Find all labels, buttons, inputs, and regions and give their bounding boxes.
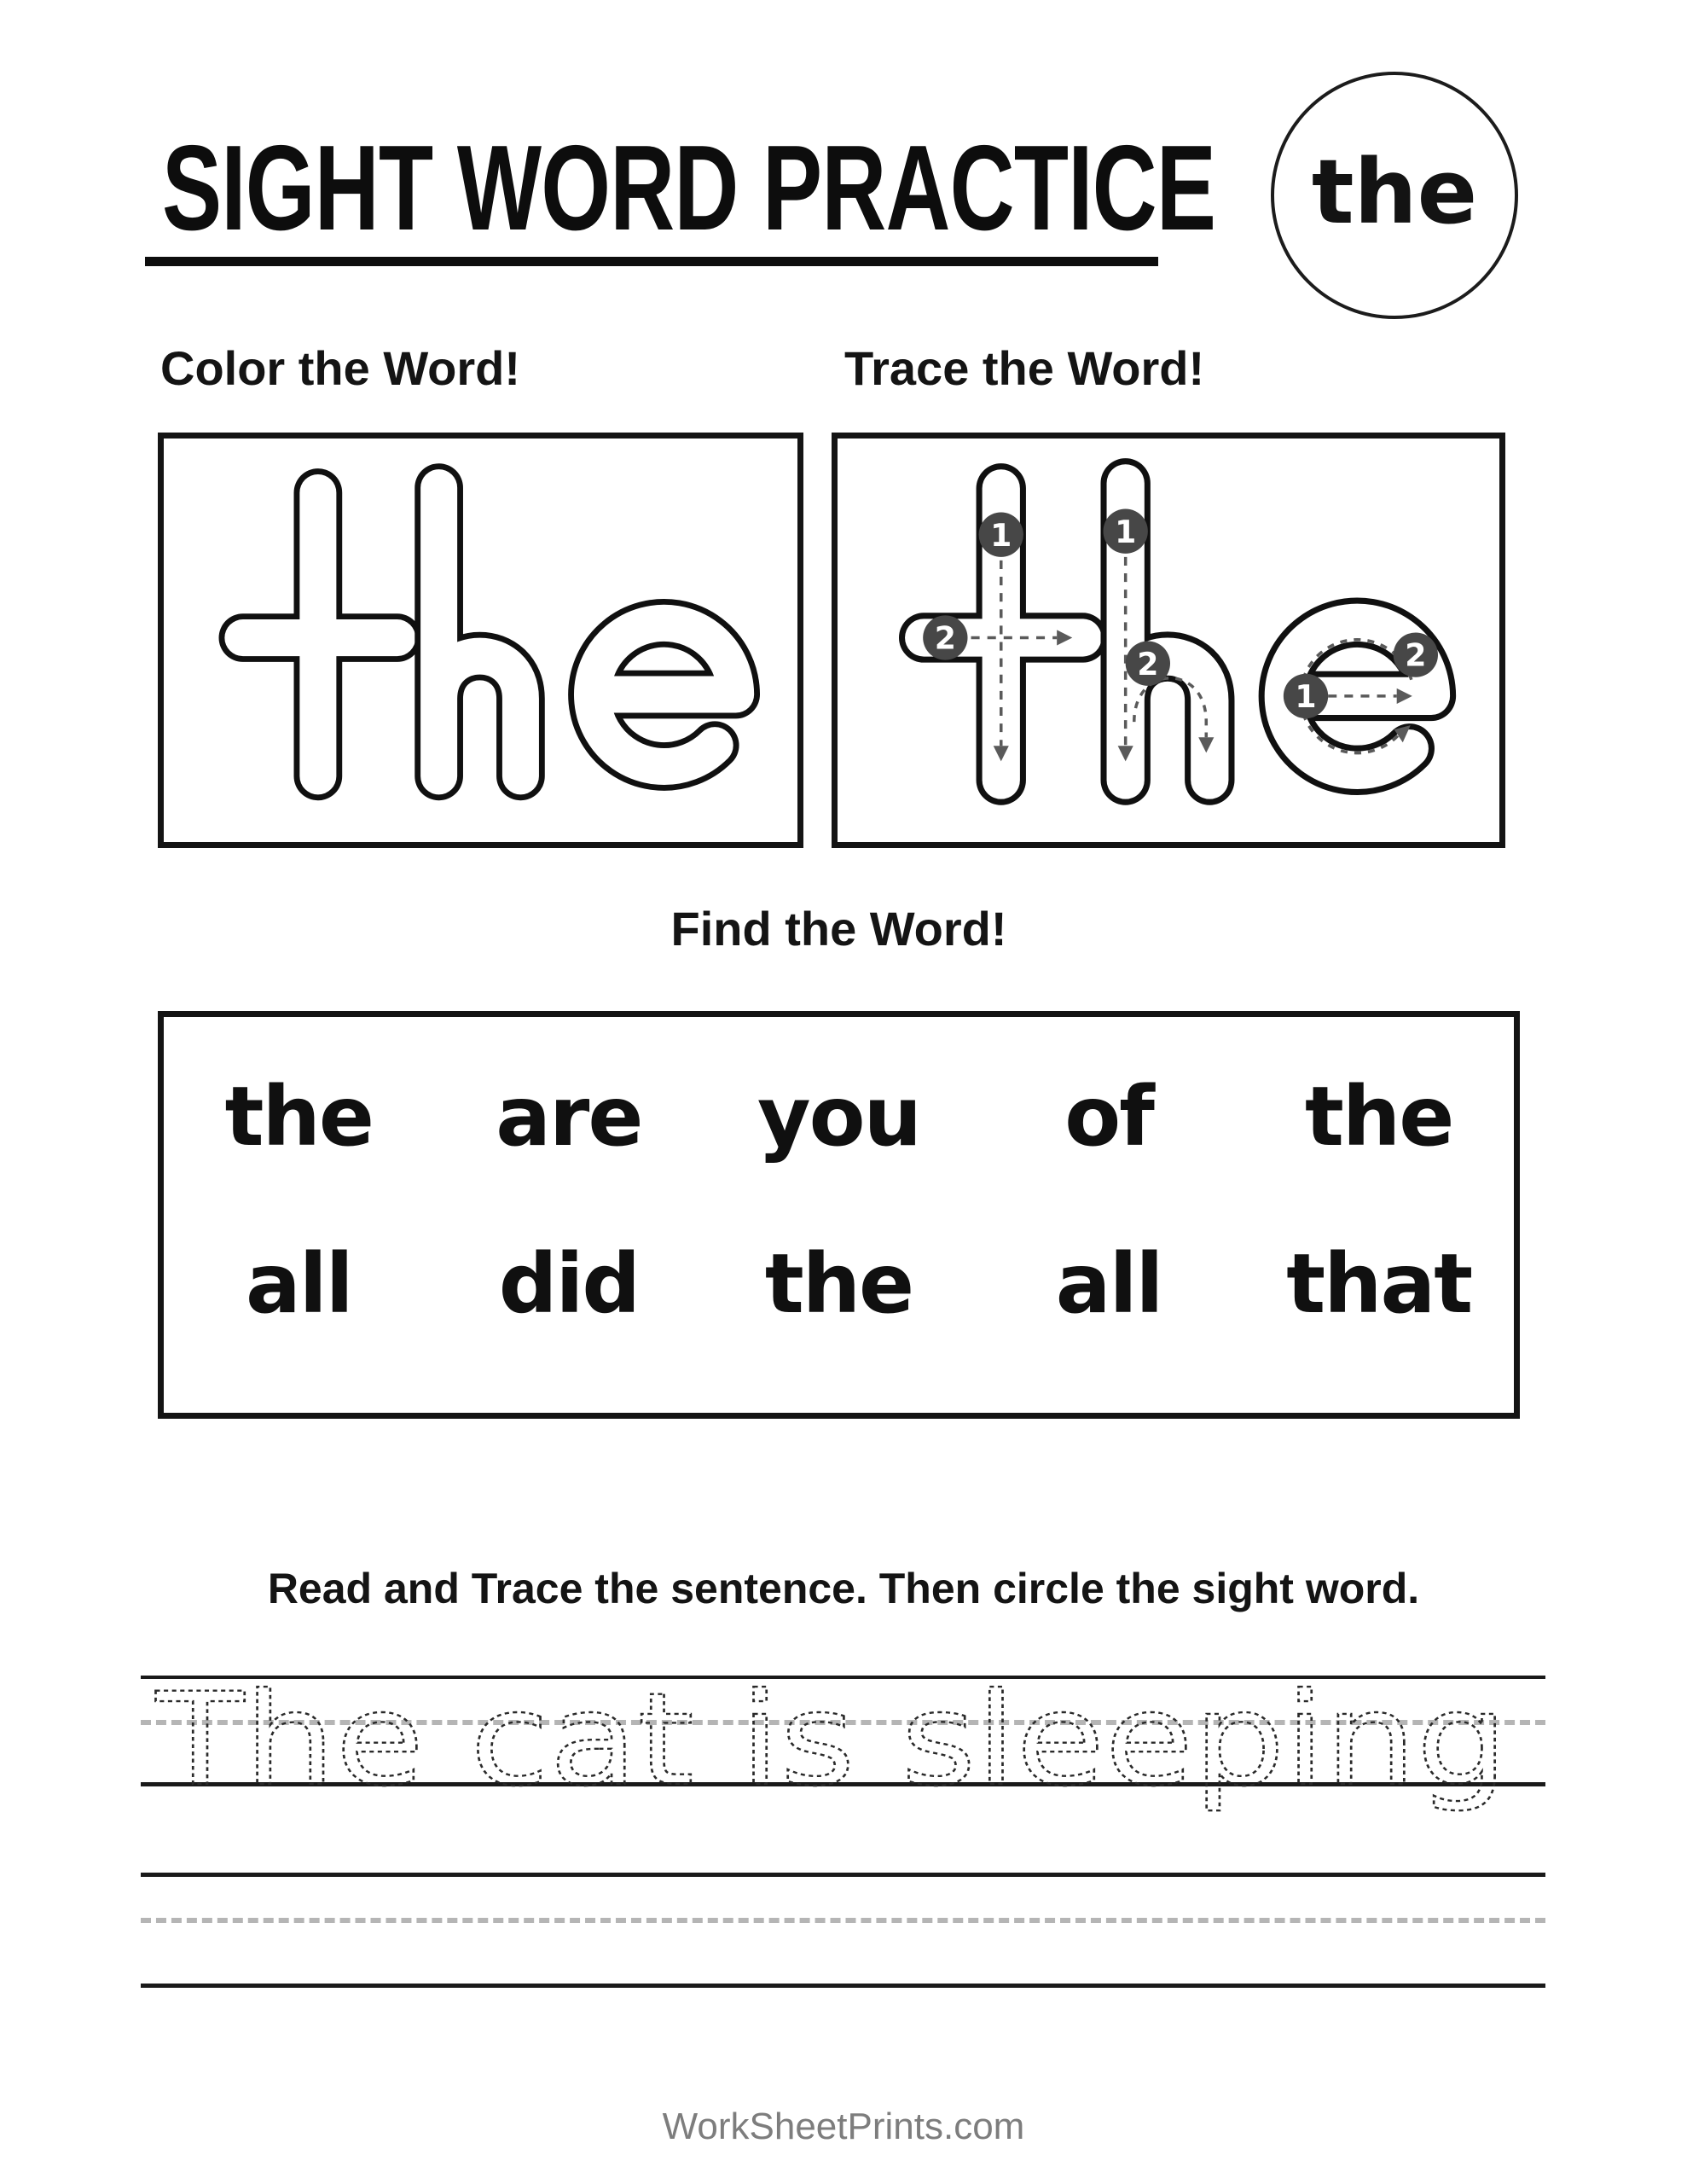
writing-line-bottom — [141, 1984, 1545, 1988]
find-word-cell: are — [496, 1069, 642, 1165]
bubble-letter-e — [593, 623, 736, 766]
find-word-row — [164, 1220, 1514, 1348]
stroke-number: 1 — [990, 516, 1012, 554]
trace-section-label: Trace the Word! — [844, 341, 1205, 395]
find-word-cell: all — [1055, 1236, 1162, 1332]
find-word-cell: you — [757, 1069, 920, 1165]
find-word-cell: that — [1286, 1236, 1472, 1332]
find-word-cell: did — [498, 1236, 640, 1332]
stroke-number: 2 — [934, 619, 956, 657]
traced-sentence-text: The cat is sleeping — [154, 1666, 1509, 1815]
trace-word-box — [832, 433, 1505, 848]
color-section-label: Color the Word! — [160, 341, 521, 395]
sight-word-label: the — [1311, 140, 1478, 244]
find-word-cell: the — [1305, 1069, 1453, 1165]
bubble-letter-h — [439, 488, 521, 776]
page-title — [162, 120, 1356, 256]
title-underline — [145, 257, 1158, 266]
footer-credit: WorkSheetPrints.com — [662, 2106, 1025, 2147]
find-word-row — [164, 1053, 1514, 1181]
find-word-cell: all — [246, 1236, 352, 1332]
bubble-letter-t — [243, 492, 397, 775]
color-word-box — [158, 433, 803, 848]
writing-line-middle — [141, 1918, 1545, 1923]
sight-word-circle — [1271, 72, 1518, 319]
find-word-box — [158, 1011, 1520, 1419]
find-word-cell: the — [224, 1069, 373, 1165]
writing-line-top — [141, 1873, 1545, 1877]
trace-sentence-instruction: Read and Trace the sentence. Then circle the sight word. — [267, 1565, 1420, 1612]
stroke-number: 2 — [1137, 645, 1159, 682]
bubble-word-the — [164, 439, 797, 842]
page-title-text: SIGHT WORD PRACTICE — [162, 120, 1216, 256]
stroke-number: 1 — [1295, 677, 1317, 715]
stroke-number: 1 — [1115, 513, 1137, 550]
trace-word-the — [838, 439, 1499, 842]
find-word-cell: of — [1064, 1069, 1153, 1165]
find-section-label: Find the Word! — [670, 902, 1007, 956]
find-word-cell: the — [764, 1236, 913, 1332]
traced-sentence — [141, 1652, 1545, 1856]
stroke-number: 2 — [1405, 636, 1427, 674]
